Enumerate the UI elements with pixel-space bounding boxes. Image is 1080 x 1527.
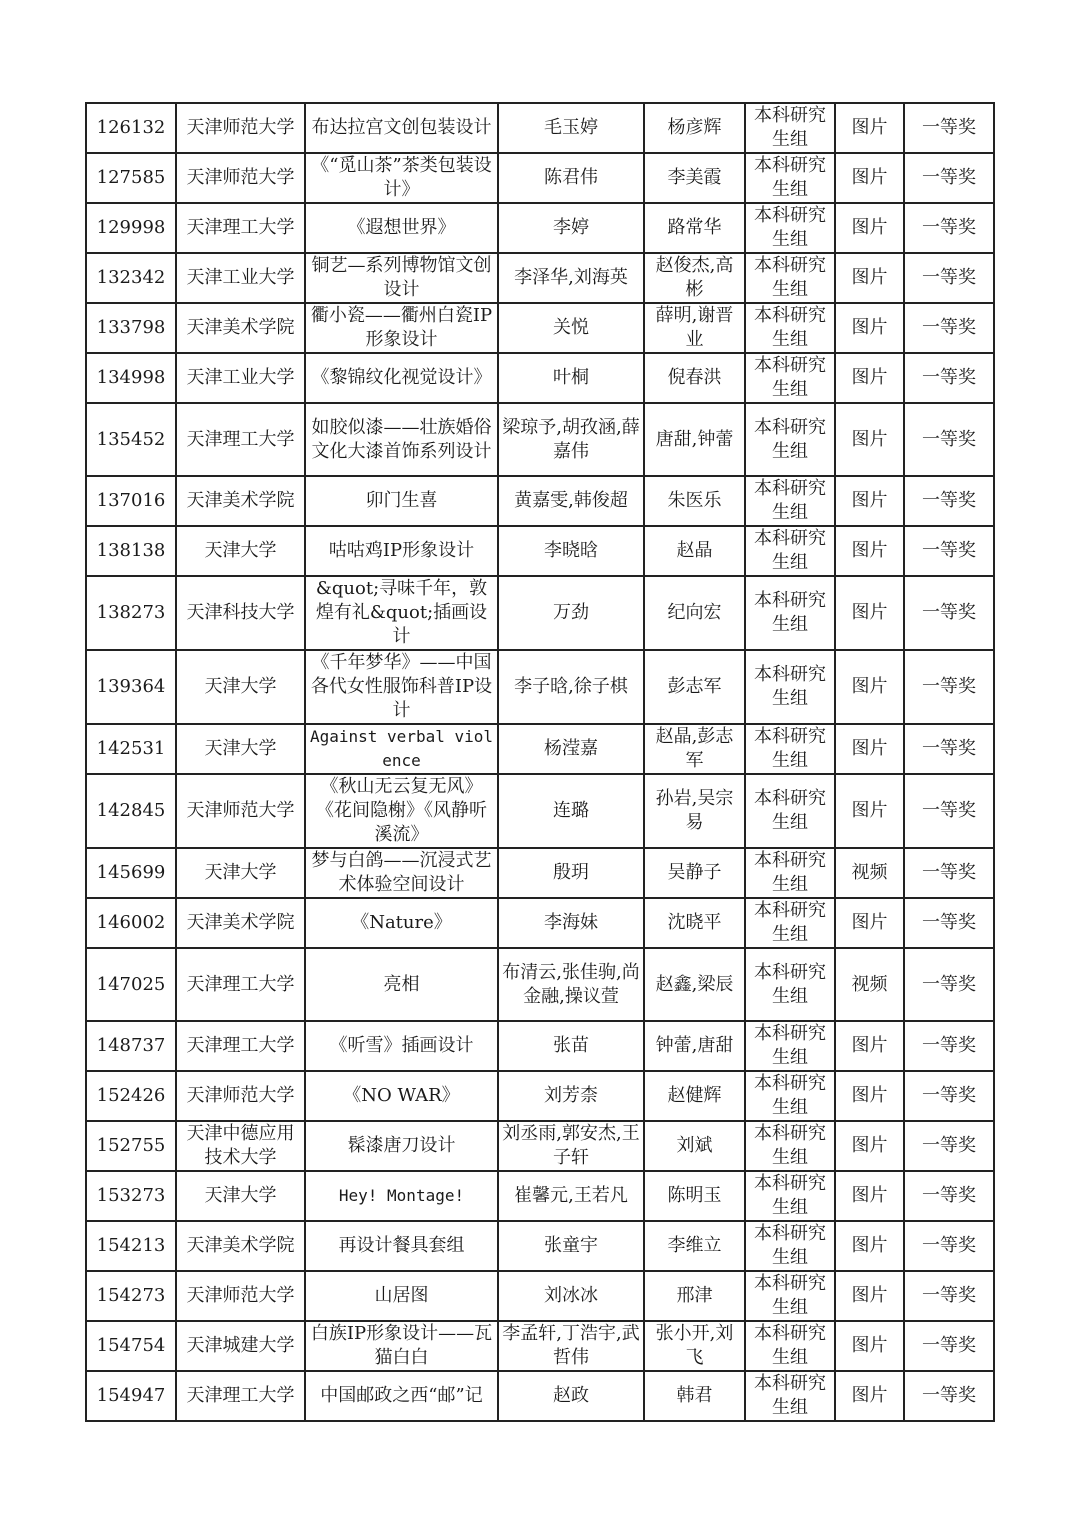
table-row — [86, 476, 994, 526]
advisors-cell: 彭志军 — [644, 650, 745, 724]
award-cell: 一等奖 — [904, 1121, 994, 1171]
award-cell: 一等奖 — [904, 203, 994, 253]
group-cell: 本科研究生组 — [745, 353, 835, 403]
table-body — [86, 103, 994, 1421]
advisors-cell: 陈明玉 — [644, 1171, 745, 1221]
table-row — [86, 774, 994, 848]
group-cell: 本科研究生组 — [745, 898, 835, 948]
table-row — [86, 203, 994, 253]
award-list-page — [85, 102, 993, 1422]
advisors-cell: 赵俊杰,高彬 — [644, 253, 745, 303]
award-cell: 一等奖 — [904, 774, 994, 848]
table-row — [86, 898, 994, 948]
school-cell: 天津美术学院 — [176, 1221, 305, 1271]
authors-cell: 李海妹 — [498, 898, 644, 948]
entry-id-cell: 147025 — [86, 948, 176, 1021]
work-title-cell: Hey! Montage! — [305, 1171, 498, 1221]
media-type-cell: 图片 — [835, 774, 904, 848]
school-cell: 天津理工大学 — [176, 1371, 305, 1421]
authors-cell: 李子晗,徐子棋 — [498, 650, 644, 724]
work-title-cell: 衢小瓷——衢州白瓷IP形象设计 — [305, 303, 498, 353]
award-cell: 一等奖 — [904, 576, 994, 650]
school-cell: 天津大学 — [176, 650, 305, 724]
work-title-cell: Against verbal violence — [305, 724, 498, 774]
table-row — [86, 1071, 994, 1121]
award-cell: 一等奖 — [904, 476, 994, 526]
advisors-cell: 吴静子 — [644, 848, 745, 898]
entry-id-cell: 137016 — [86, 476, 176, 526]
entry-id-cell: 142531 — [86, 724, 176, 774]
entry-id-cell: 154273 — [86, 1271, 176, 1321]
media-type-cell: 图片 — [835, 1121, 904, 1171]
entry-id-cell: 145699 — [86, 848, 176, 898]
award-cell: 一等奖 — [904, 1021, 994, 1071]
award-cell: 一等奖 — [904, 403, 994, 476]
authors-cell: 黄嘉雯,韩俊超 — [498, 476, 644, 526]
work-title-cell: 《千年梦华》——中国各代女性服饰科普IP设计 — [305, 650, 498, 724]
work-title-cell: 《听雪》插画设计 — [305, 1021, 498, 1071]
advisors-cell: 赵健辉 — [644, 1071, 745, 1121]
school-cell: 天津师范大学 — [176, 153, 305, 203]
authors-cell: 李晓晗 — [498, 526, 644, 576]
entry-id-cell: 146002 — [86, 898, 176, 948]
award-cell: 一等奖 — [904, 948, 994, 1021]
group-cell: 本科研究生组 — [745, 526, 835, 576]
award-cell: 一等奖 — [904, 1371, 994, 1421]
group-cell: 本科研究生组 — [745, 650, 835, 724]
group-cell: 本科研究生组 — [745, 1021, 835, 1071]
advisors-cell: 沈晓平 — [644, 898, 745, 948]
group-cell: 本科研究生组 — [745, 1121, 835, 1171]
work-title-cell: &quot;寻味千年，敦煌有礼&quot;插画设计 — [305, 576, 498, 650]
group-cell: 本科研究生组 — [745, 303, 835, 353]
entry-id-cell: 153273 — [86, 1171, 176, 1221]
work-title-cell: 再设计餐具套组 — [305, 1221, 498, 1271]
group-cell: 本科研究生组 — [745, 1321, 835, 1371]
advisors-cell: 纪向宏 — [644, 576, 745, 650]
advisors-cell: 唐甜,钟蕾 — [644, 403, 745, 476]
group-cell: 本科研究生组 — [745, 103, 835, 153]
authors-cell: 万劲 — [498, 576, 644, 650]
advisors-cell: 钟蕾,唐甜 — [644, 1021, 745, 1071]
media-type-cell: 图片 — [835, 650, 904, 724]
authors-cell: 刘冰冰 — [498, 1271, 644, 1321]
award-cell: 一等奖 — [904, 650, 994, 724]
group-cell: 本科研究生组 — [745, 1271, 835, 1321]
media-type-cell: 图片 — [835, 476, 904, 526]
group-cell: 本科研究生组 — [745, 403, 835, 476]
work-title-cell: 布达拉宫文创包装设计 — [305, 103, 498, 153]
award-cell: 一等奖 — [904, 353, 994, 403]
authors-cell: 李孟轩,丁浩宇,武哲伟 — [498, 1321, 644, 1371]
work-title-cell: 《Nature》 — [305, 898, 498, 948]
entry-id-cell: 135452 — [86, 403, 176, 476]
school-cell: 天津科技大学 — [176, 576, 305, 650]
table-row — [86, 1121, 994, 1171]
award-cell: 一等奖 — [904, 103, 994, 153]
school-cell: 天津城建大学 — [176, 1321, 305, 1371]
table-row — [86, 576, 994, 650]
work-title-cell: 髹漆唐刀设计 — [305, 1121, 498, 1171]
authors-cell: 刘芳柰 — [498, 1071, 644, 1121]
entry-id-cell: 134998 — [86, 353, 176, 403]
media-type-cell: 图片 — [835, 1321, 904, 1371]
work-title-cell: 卯门生喜 — [305, 476, 498, 526]
authors-cell: 李婷 — [498, 203, 644, 253]
advisors-cell: 赵鑫,梁辰 — [644, 948, 745, 1021]
school-cell: 天津工业大学 — [176, 353, 305, 403]
school-cell: 天津理工大学 — [176, 203, 305, 253]
entry-id-cell: 142845 — [86, 774, 176, 848]
authors-cell: 布清云,张佳驹,尚金融,操议萱 — [498, 948, 644, 1021]
work-title-cell: 《黎锦纹化视觉设计》 — [305, 353, 498, 403]
table-row — [86, 353, 994, 403]
authors-cell: 关悦 — [498, 303, 644, 353]
advisors-cell: 韩君 — [644, 1371, 745, 1421]
table-row — [86, 103, 994, 153]
advisors-cell: 杨彦辉 — [644, 103, 745, 153]
advisors-cell: 刘斌 — [644, 1121, 745, 1171]
award-cell: 一等奖 — [904, 1171, 994, 1221]
media-type-cell: 图片 — [835, 898, 904, 948]
entry-id-cell: 138138 — [86, 526, 176, 576]
school-cell: 天津大学 — [176, 724, 305, 774]
school-cell: 天津美术学院 — [176, 303, 305, 353]
group-cell: 本科研究生组 — [745, 948, 835, 1021]
authors-cell: 张童宇 — [498, 1221, 644, 1271]
table-row — [86, 1221, 994, 1271]
media-type-cell: 图片 — [835, 403, 904, 476]
advisors-cell: 孙岩,吴宗易 — [644, 774, 745, 848]
table-row — [86, 650, 994, 724]
entry-id-cell: 154754 — [86, 1321, 176, 1371]
award-cell: 一等奖 — [904, 1071, 994, 1121]
authors-cell: 崔馨元,王若凡 — [498, 1171, 644, 1221]
entry-id-cell: 139364 — [86, 650, 176, 724]
entry-id-cell: 138273 — [86, 576, 176, 650]
media-type-cell: 视频 — [835, 848, 904, 898]
table-row — [86, 526, 994, 576]
school-cell: 天津大学 — [176, 526, 305, 576]
school-cell: 天津师范大学 — [176, 1271, 305, 1321]
award-cell: 一等奖 — [904, 898, 994, 948]
work-title-cell: 铜艺—系列博物馆文创设计 — [305, 253, 498, 303]
authors-cell: 杨滢嘉 — [498, 724, 644, 774]
group-cell: 本科研究生组 — [745, 848, 835, 898]
work-title-cell: 《NO WAR》 — [305, 1071, 498, 1121]
work-title-cell: 如胶似漆——壮族婚俗文化大漆首饰系列设计 — [305, 403, 498, 476]
award-cell: 一等奖 — [904, 153, 994, 203]
advisors-cell: 赵晶 — [644, 526, 745, 576]
advisors-cell: 李美霞 — [644, 153, 745, 203]
table-row — [86, 403, 994, 476]
media-type-cell: 图片 — [835, 153, 904, 203]
school-cell: 天津师范大学 — [176, 103, 305, 153]
authors-cell: 连璐 — [498, 774, 644, 848]
table-row — [86, 1021, 994, 1071]
table-row — [86, 1271, 994, 1321]
work-title-cell: 白族IP形象设计——瓦猫白白 — [305, 1321, 498, 1371]
entry-id-cell: 154213 — [86, 1221, 176, 1271]
school-cell: 天津大学 — [176, 848, 305, 898]
entry-id-cell: 154947 — [86, 1371, 176, 1421]
school-cell: 天津师范大学 — [176, 774, 305, 848]
work-title-cell: 咕咕鸡IP形象设计 — [305, 526, 498, 576]
group-cell: 本科研究生组 — [745, 1171, 835, 1221]
school-cell: 天津理工大学 — [176, 1021, 305, 1071]
work-title-cell: 中国邮政之西“邮”记 — [305, 1371, 498, 1421]
media-type-cell: 图片 — [835, 1071, 904, 1121]
media-type-cell: 图片 — [835, 1371, 904, 1421]
entry-id-cell: 127585 — [86, 153, 176, 203]
media-type-cell: 图片 — [835, 576, 904, 650]
authors-cell: 毛玉婷 — [498, 103, 644, 153]
media-type-cell: 图片 — [835, 1221, 904, 1271]
media-type-cell: 图片 — [835, 203, 904, 253]
school-cell: 天津工业大学 — [176, 253, 305, 303]
award-table — [85, 102, 995, 1422]
table-row — [86, 724, 994, 774]
work-title-cell: 《“觅山茶”茶类包装设计》 — [305, 153, 498, 203]
media-type-cell: 图片 — [835, 724, 904, 774]
group-cell: 本科研究生组 — [745, 153, 835, 203]
award-cell: 一等奖 — [904, 1221, 994, 1271]
media-type-cell: 图片 — [835, 1021, 904, 1071]
entry-id-cell: 133798 — [86, 303, 176, 353]
media-type-cell: 图片 — [835, 253, 904, 303]
work-title-cell: 梦与白鸽——沉浸式艺术体验空间设计 — [305, 848, 498, 898]
authors-cell: 张苗 — [498, 1021, 644, 1071]
advisors-cell: 倪春洪 — [644, 353, 745, 403]
media-type-cell: 图片 — [835, 353, 904, 403]
work-title-cell: 山居图 — [305, 1271, 498, 1321]
award-cell: 一等奖 — [904, 1321, 994, 1371]
advisors-cell: 李维立 — [644, 1221, 745, 1271]
advisors-cell: 薛明,谢晋业 — [644, 303, 745, 353]
table-row — [86, 1321, 994, 1371]
group-cell: 本科研究生组 — [745, 774, 835, 848]
entry-id-cell: 129998 — [86, 203, 176, 253]
entry-id-cell: 126132 — [86, 103, 176, 153]
school-cell: 天津师范大学 — [176, 1071, 305, 1121]
entry-id-cell: 152755 — [86, 1121, 176, 1171]
authors-cell: 叶桐 — [498, 353, 644, 403]
advisors-cell: 路常华 — [644, 203, 745, 253]
media-type-cell: 图片 — [835, 1271, 904, 1321]
group-cell: 本科研究生组 — [745, 1221, 835, 1271]
table-row — [86, 253, 994, 303]
group-cell: 本科研究生组 — [745, 253, 835, 303]
group-cell: 本科研究生组 — [745, 1071, 835, 1121]
work-title-cell: 《秋山无云复无风》《花间隐榭》《风静听溪流》 — [305, 774, 498, 848]
advisors-cell: 朱医乐 — [644, 476, 745, 526]
school-cell: 天津美术学院 — [176, 476, 305, 526]
award-cell: 一等奖 — [904, 526, 994, 576]
authors-cell: 赵政 — [498, 1371, 644, 1421]
group-cell: 本科研究生组 — [745, 724, 835, 774]
authors-cell: 梁琼予,胡孜涵,薛嘉伟 — [498, 403, 644, 476]
authors-cell: 刘丞雨,郭安杰,王子轩 — [498, 1121, 644, 1171]
advisors-cell: 邢津 — [644, 1271, 745, 1321]
group-cell: 本科研究生组 — [745, 576, 835, 650]
media-type-cell: 图片 — [835, 526, 904, 576]
table-row — [86, 153, 994, 203]
table-row — [86, 1371, 994, 1421]
award-cell: 一等奖 — [904, 848, 994, 898]
school-cell: 天津理工大学 — [176, 403, 305, 476]
authors-cell: 陈君伟 — [498, 153, 644, 203]
authors-cell: 殷玥 — [498, 848, 644, 898]
award-cell: 一等奖 — [904, 1271, 994, 1321]
school-cell: 天津大学 — [176, 1171, 305, 1221]
authors-cell: 李泽华,刘海英 — [498, 253, 644, 303]
table-row — [86, 303, 994, 353]
table-row — [86, 848, 994, 898]
media-type-cell: 图片 — [835, 1171, 904, 1221]
table-row — [86, 948, 994, 1021]
work-title-cell: 《遐想世界》 — [305, 203, 498, 253]
entry-id-cell: 148737 — [86, 1021, 176, 1071]
group-cell: 本科研究生组 — [745, 476, 835, 526]
group-cell: 本科研究生组 — [745, 1371, 835, 1421]
award-cell: 一等奖 — [904, 253, 994, 303]
school-cell: 天津美术学院 — [176, 898, 305, 948]
entry-id-cell: 152426 — [86, 1071, 176, 1121]
award-cell: 一等奖 — [904, 724, 994, 774]
award-cell: 一等奖 — [904, 303, 994, 353]
media-type-cell: 视频 — [835, 948, 904, 1021]
school-cell: 天津理工大学 — [176, 948, 305, 1021]
advisors-cell: 张小开,刘飞 — [644, 1321, 745, 1371]
table-row — [86, 1171, 994, 1221]
advisors-cell: 赵晶,彭志军 — [644, 724, 745, 774]
media-type-cell: 图片 — [835, 303, 904, 353]
media-type-cell: 图片 — [835, 103, 904, 153]
entry-id-cell: 132342 — [86, 253, 176, 303]
work-title-cell: 亮相 — [305, 948, 498, 1021]
group-cell: 本科研究生组 — [745, 203, 835, 253]
school-cell: 天津中德应用技术大学 — [176, 1121, 305, 1171]
